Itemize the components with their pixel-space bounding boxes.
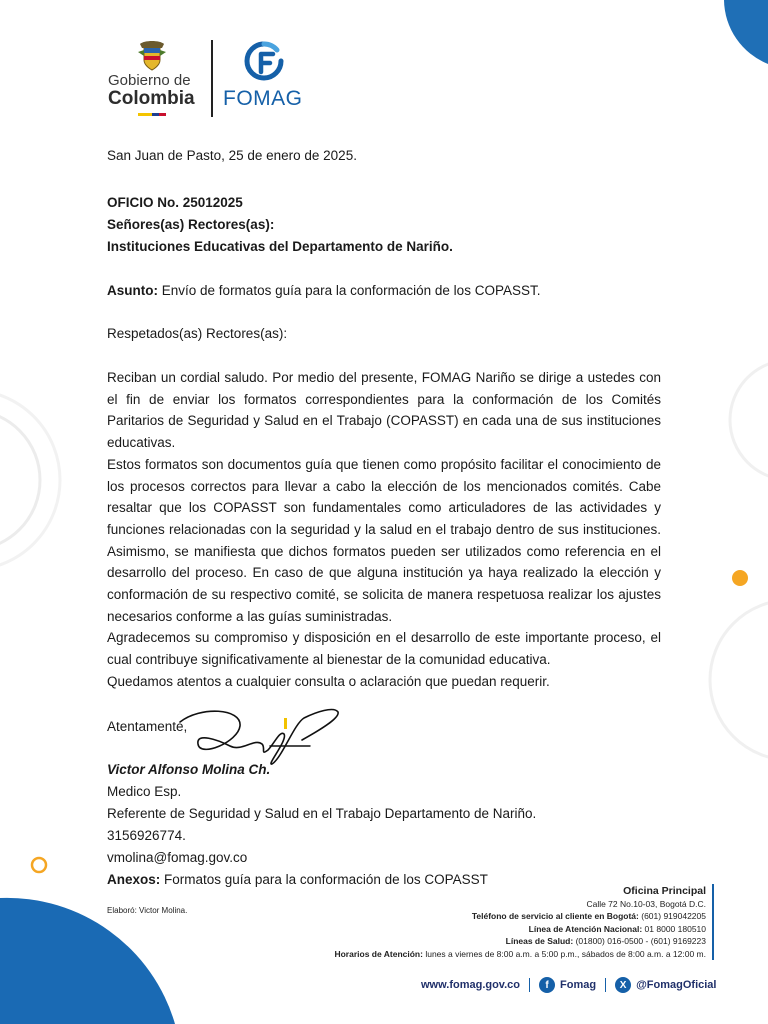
office-line-label: Horarios de Atención: (334, 948, 423, 959)
footer-social (421, 976, 716, 994)
facebook-link[interactable] (539, 977, 596, 993)
orange-ring (32, 858, 46, 872)
closing: Atentamente, (107, 719, 188, 734)
office-address: Calle 72 No.10-03, Bogotá D.C. (586, 899, 706, 909)
office-line (334, 923, 706, 935)
office-title: Oficina Principal (623, 885, 706, 897)
faint-ring (730, 360, 768, 480)
letter-body (107, 367, 661, 693)
recipient: Señores(as) Rectores(as): (107, 217, 275, 232)
subject-text: Envío de formatos guía para la conformación de los COPASST. (161, 283, 541, 298)
gobierno-colombia-logo (108, 73, 203, 108)
body-paragraph: Reciban un cordial saludo. Por medio del presente, FOMAG Nariño se dirige a ustedes con el fin de enviar los formatos correspondientes para la conformación de los Comités Paritarios de Seguridad y Salud en el Trabajo (COPASST) en cada una de sus instituciones educativas. (107, 370, 661, 451)
office-line-value: (601) 919042205 (641, 911, 706, 922)
salutation: Respetados(as) Rectores(as): (107, 326, 288, 341)
office-line (334, 948, 706, 960)
prepared-by: Elaboró: Victor Molina. (107, 906, 188, 915)
signer-email[interactable]: vmolina@fomag.gov.co (107, 850, 248, 865)
facebook-icon: f (539, 977, 555, 993)
facebook-label: Fomag (560, 979, 597, 991)
logo-divider (211, 40, 213, 117)
office-line-label: Teléfono de servicio al cliente en Bogotá: (471, 911, 639, 922)
body-paragraph: Quedamos atentos a cualquier consulta o aclaración que puedan requerir. (107, 673, 550, 689)
office-line-value: lunes a viernes de 8:00 a.m. a 5:00 p.m., sábados de 8:00 a.m. a 12:00 m. (425, 948, 706, 959)
annex-label: Anexos: (107, 872, 161, 887)
signer-role: Referente de Seguridad y Salud en el Trabajo Departamento de Nariño. (107, 806, 537, 821)
faint-ring (0, 390, 60, 570)
corner-circle-bottom-left (0, 898, 175, 1024)
coat-of-arms-icon (136, 38, 168, 72)
colombia-flag-stripe (138, 113, 166, 116)
orange-dot (732, 570, 748, 586)
place-date: San Juan de Pasto, 25 de enero de 2025. (107, 148, 357, 163)
annex-text: Formatos guía para la conformación de los COPASST (164, 872, 488, 887)
subject-line (107, 280, 540, 302)
signer-title: Medico Esp. (107, 784, 182, 799)
office-line-label: Línea de Atención Nacional: (528, 923, 643, 934)
body-paragraph: Agradecemos su compromiso y disposición en el desarrollo de este importante proceso, el cual contribuye significativamente al bienestar de la comunidad educativa. (107, 630, 661, 668)
institution: Instituciones Educativas del Departamento de Nariño. (107, 239, 453, 254)
office-line (334, 935, 706, 947)
footer-accent-bar (712, 884, 714, 960)
office-line (334, 910, 706, 922)
signer-name: Victor Alfonso Molina Ch. (107, 762, 271, 777)
social-separator (529, 978, 530, 992)
oficio-number: OFICIO No. 25012025 (107, 195, 243, 210)
office-line-label: Líneas de Salud: (505, 936, 574, 947)
x-label: @FomagOficial (636, 979, 717, 991)
corner-circle-top-right (724, 0, 768, 64)
signer-phone: 3156926774. (107, 828, 186, 843)
gov-line-1: Gobierno de (108, 72, 191, 89)
social-separator (605, 978, 606, 992)
x-link[interactable] (615, 977, 716, 993)
gov-line-2: Colombia (108, 88, 195, 109)
fomag-logo-icon (243, 40, 285, 84)
office-line-value: 01 8000 180510 (644, 923, 706, 934)
body-paragraph: Estos formatos son documentos guía que tienen como propósito facilitar el conocimiento de los procesos correctos para llevar a cabo la elección de los mencionados comités. Cabe resaltar que los COPASST son fundamentales como articuladores de las actividades y funciones relacionadas con la seguridad y la salud en el trabajo dentro de sus instituciones. Asimismo, se manifiesta que dichos formatos pueden ser utilizados como referencia en el desarrollo del proceso. En caso de que alguna institución ya haya realizado la elección y conformación de su respectivo comité, se solicita de manera respetuosa realizar los ajustes necesarios conforme a las guías suministradas. (107, 456, 661, 624)
subject-label: Asunto: (107, 283, 158, 298)
x-icon: X (615, 977, 631, 993)
website-link[interactable]: www.fomag.gov.co (421, 979, 521, 991)
faint-ring (710, 600, 768, 760)
fomag-wordmark: FOMAG (223, 87, 303, 110)
faint-ring (0, 410, 40, 550)
office-line-value: (01800) 016-0500 - (601) 9169223 (575, 936, 706, 947)
office-info (334, 884, 706, 960)
